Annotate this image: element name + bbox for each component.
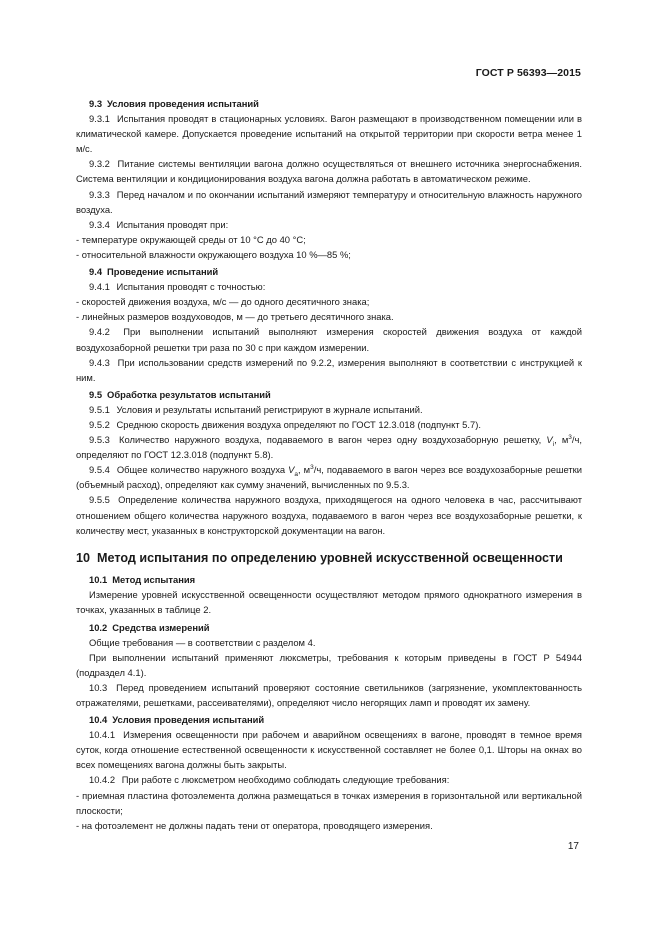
list-item: - на фотоэлемент не должны падать тени от оператора, проводящего измерения.	[76, 819, 433, 831]
clause-text: Испытания проводят в стационарных условиях. Вагон размещают в производственном помещении или в климатической камере. Допускается проведение испытаний на открытой территории при скорости ветра менее 1 м/с.	[76, 113, 582, 155]
section-heading-10-2	[76, 620, 582, 635]
section-heading-10-4	[76, 712, 582, 727]
section-heading-9-4	[76, 264, 582, 279]
clause-text: Среднюю скорость движения воздуха определяют по ГОСТ 12.3.018 (подпункт 5.7).	[116, 418, 481, 430]
list-item: - относительной влажности окружающего воздуха 10 %—85 %;	[76, 248, 351, 260]
page-content	[76, 94, 582, 833]
section-number: 10.4	[89, 714, 108, 726]
clause-text: Общее количество наружного воздуха	[116, 464, 286, 476]
clause-text: Измерения освещенности при рабочем и аварийном освещениях в вагоне, проводят в темное время суток, когда отношение естественной освещенности к искусственной составляет не более 0,1. Шторы на окнах во всех помещениях вагона должны быть закрыты.	[76, 729, 583, 771]
clause-text: Испытания проводят при:	[116, 218, 229, 230]
list-item: - температуре окружающей среды от 10 °С до 40 °С;	[76, 233, 306, 245]
paragraph-9-4-3	[76, 355, 582, 385]
paragraph-10-3	[76, 680, 582, 710]
section-title: Условия проведения испытаний	[112, 714, 265, 726]
section-title: Метод испытания по определению уровней искусственной освещенности	[97, 550, 563, 565]
clause-number: 9.3.4	[89, 218, 110, 230]
clause-number: 9.3.1	[89, 113, 110, 125]
clause-number: 9.4.2	[89, 326, 110, 338]
variable: V	[546, 434, 553, 446]
paragraph-10-4-2	[76, 772, 582, 787]
clause-text: Испытания проводят с точностью:	[116, 281, 266, 293]
clause-number: 10.4.2	[89, 774, 116, 786]
clause-number: 9.5.3	[89, 434, 110, 446]
paragraph-9-5-5	[76, 492, 582, 537]
variable: V	[288, 464, 295, 476]
paragraph-10-2-a: Общие требования — в соответствии с разделом 4.	[89, 636, 316, 648]
subscript: i	[552, 440, 555, 448]
list-item: - линейных размеров воздуховодов, м — до третьего десятичного знака.	[76, 311, 394, 323]
clause-text: Перед началом и по окончании испытаний измеряют температуру и относительную влажность наружного воздуха.	[76, 188, 583, 215]
page-number: 17	[567, 841, 579, 852]
paragraph-9-3-4	[76, 217, 582, 232]
clause-number: 9.5.5	[89, 494, 110, 506]
clause-number: 9.3.3	[89, 188, 110, 200]
paragraph-10-2-b: При выполнении испытаний применяют люксметры, требования к которым приведены в ГОСТ Р 54944 (подраздел 4.1).	[76, 651, 582, 678]
clause-number: 9.5.1	[89, 403, 110, 415]
section-title: Условия проведения испытаний	[107, 98, 259, 109]
paragraph-9-5-4	[76, 462, 582, 492]
clause-text: Питание системы вентиляции вагона должно осуществляться от внешнего источника энергоснабжения. Система вентиляции и кондиционирования воздуха вагона должна работать в автоматическом режиме.	[76, 158, 582, 185]
section-title: Обработка результатов испытаний	[107, 388, 271, 400]
clause-text: При работе с люксметром необходимо соблюдать следующие требования:	[121, 774, 450, 786]
section-heading-9-5	[76, 387, 582, 402]
section-title: Метод испытания	[112, 574, 196, 586]
clause-number: 9.4.3	[89, 356, 110, 368]
paragraph-9-5-1	[76, 402, 582, 417]
clause-text: При использовании средств измерений по 9.2.2, измерения выполняют в соответствии с инструкцией к ним.	[76, 356, 582, 383]
clause-text: Определение количества наружного воздуха, приходящегося на одного человека в час, рассчитывают отношением общего количества наружного воздуха, подаваемого в вагон через все воздухозаборные решетки, к количеству мест, указанных в конструкторской документации на вагон.	[76, 494, 582, 536]
superscript: 3	[310, 464, 314, 472]
document-header: ГОСТ Р 56393—2015	[475, 67, 581, 79]
section-title: Проведение испытаний	[107, 266, 219, 278]
section-number: 9.4	[89, 266, 103, 278]
clause-number: 9.3.2	[89, 158, 110, 170]
clause-text: /ч, подаваемого в вагон через все воздухозаборные решетки (объемный расход), определяют как сумму значений, вычисленных по 9.5.3.	[76, 464, 583, 491]
clause-text: , м	[554, 434, 569, 446]
list-item: - приемная пластина фотоэлемента должна размещаться в точках измерения в горизонтальной или вертикальной плоскости;	[76, 789, 582, 816]
clause-number: 10.3	[89, 681, 108, 693]
clause-text: /ч, определяют по ГОСТ 12.3.018 (подпункт 5.8).	[76, 434, 582, 461]
clause-number: 9.4.1	[89, 281, 110, 293]
paragraph-9-3-2	[76, 156, 582, 186]
list-item: - скоростей движения воздуха, м/с — до одного десятичного знака;	[76, 296, 370, 308]
paragraph-10-1: Измерение уровней искусственной освещенности осуществляют методом прямого однократного измерения в точках, указанных в таблице 2.	[76, 589, 582, 616]
clause-number: 9.5.2	[89, 418, 110, 430]
paragraph-9-3-3	[76, 187, 582, 217]
clause-text: При выполнении испытаний выполняют измерения скоростей движения воздуха от каждой воздухозаборной решетки три раза по 30 с при каждом измерении.	[76, 326, 582, 353]
subscript: a	[294, 471, 299, 479]
section-number: 10.2	[89, 621, 108, 633]
paragraph-9-5-3	[76, 432, 582, 462]
paragraph-9-4-2	[76, 324, 582, 354]
section-heading-10-1	[76, 572, 582, 587]
paragraph-9-4-1	[76, 279, 582, 294]
section-heading-10	[76, 550, 582, 567]
section-number: 10	[76, 550, 91, 565]
section-number: 9.5	[89, 388, 103, 400]
section-title: Средства измерений	[112, 621, 210, 633]
superscript: 3	[568, 433, 572, 441]
clause-number: 10.4.1	[89, 729, 116, 741]
clause-text: Условия и результаты испытаний регистрируют в журнале испытаний.	[116, 403, 423, 415]
section-number: 10.1	[89, 574, 108, 586]
clause-text: , м	[298, 464, 311, 476]
section-number: 9.3	[89, 98, 103, 109]
paragraph-9-5-2	[76, 417, 582, 432]
section-heading-9-3	[76, 96, 582, 111]
paragraph-9-3-1	[76, 111, 582, 156]
clause-text: Перед проведением испытаний проверяют состояние светильников (загрязнение, укомплектованность отражателями, решетками, рассеивателями), определяют число негорящих ламп и проводят их замену.	[76, 681, 582, 708]
clause-number: 9.5.4	[89, 464, 110, 476]
clause-text: Количество наружного воздуха, подаваемого в вагон через одну воздухозаборную решетку,	[119, 434, 542, 446]
paragraph-10-4-1	[76, 727, 582, 772]
